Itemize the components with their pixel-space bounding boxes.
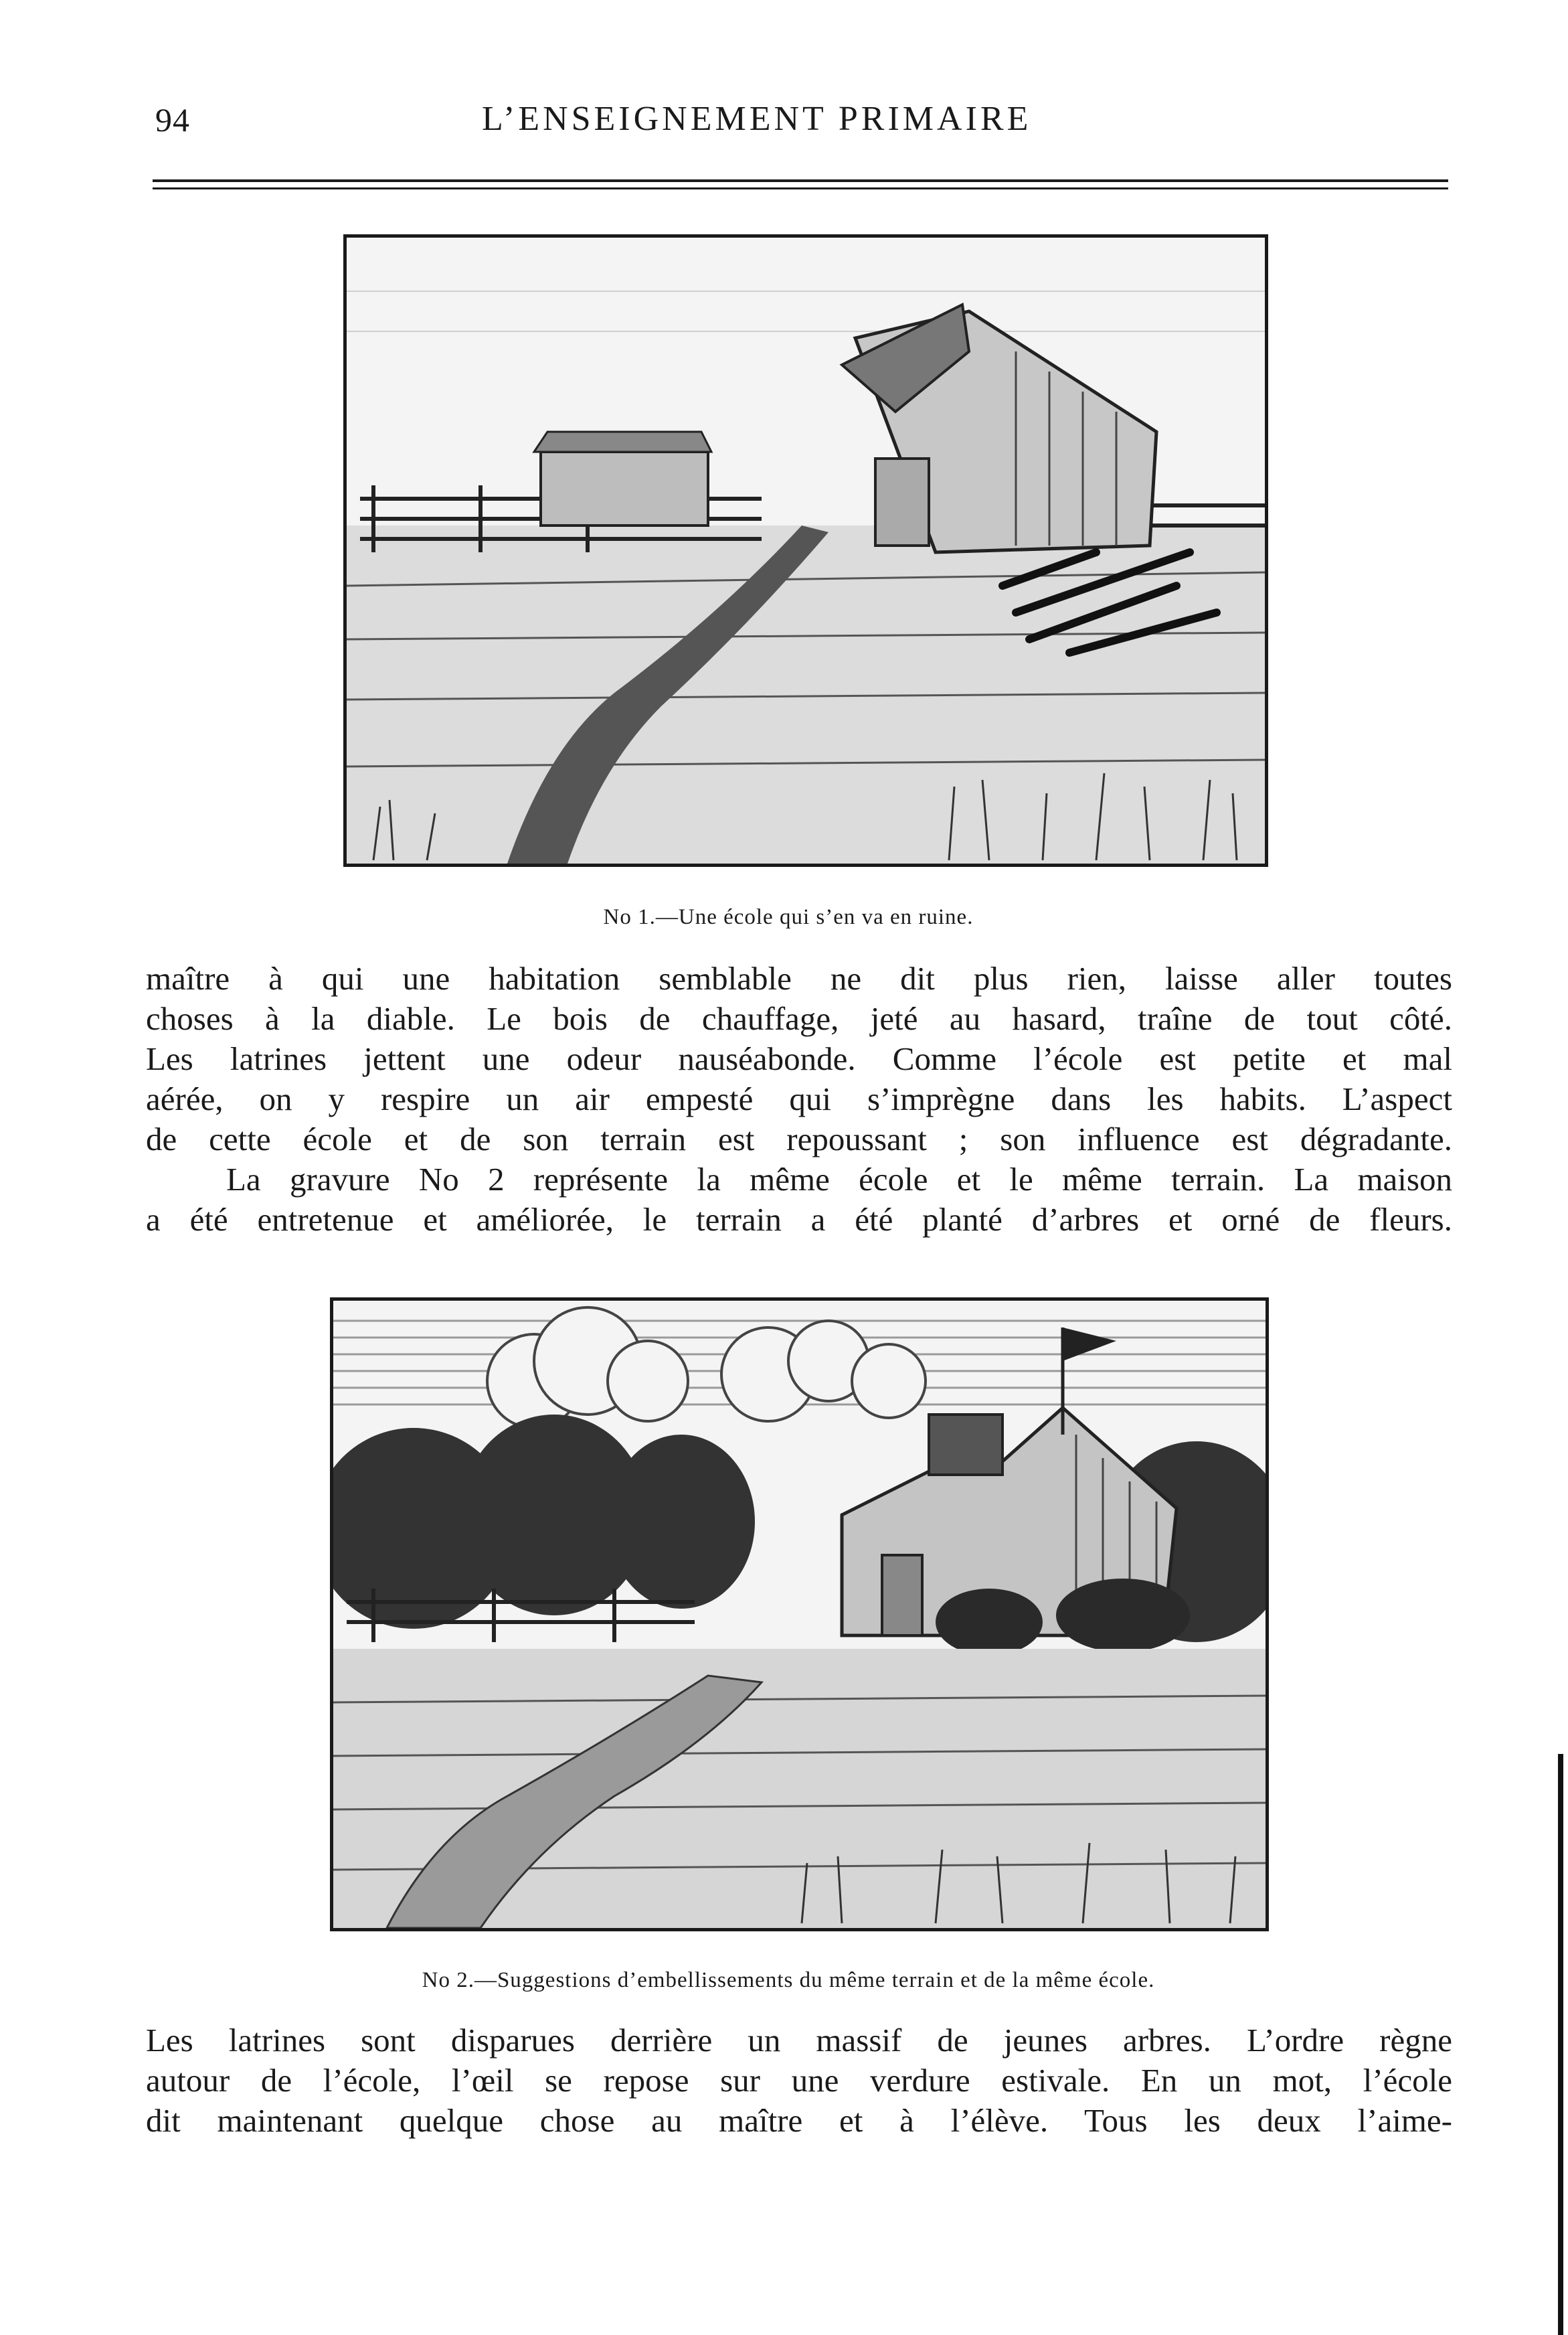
paragraph-2 xyxy=(146,1159,1452,1240)
engraving-improved-school xyxy=(330,1297,1269,1931)
figure-2-caption: No 2.—Suggestions d’embellissements du même terrain et de la même école. xyxy=(422,1968,1155,1992)
body-text-upper xyxy=(146,959,1452,1240)
text-line: de cette école et de son terrain est repoussant ; son influence est dégradante. xyxy=(146,1121,1452,1157)
body-text-lower xyxy=(146,2020,1452,2141)
text-line: choses à la diable. Le bois de chauffage, jeté au hasard, traîne de tout côté. xyxy=(146,1000,1452,1037)
text-line: La gravure No 2 représente la même école et le même terrain. La maison xyxy=(226,1161,1452,1198)
engraving-ruined-school xyxy=(343,234,1268,867)
paragraph-1 xyxy=(146,959,1452,1159)
text-line: aérée, on y respire un air empesté qui s’imprègne dans les habits. L’aspect xyxy=(146,1080,1452,1117)
header-rule xyxy=(153,179,1448,182)
figure-1-caption: No 1.—Une école qui s’en va en ruine. xyxy=(603,905,974,929)
text-line: maître à qui une habitation semblable ne dit plus rien, laisse aller toutes xyxy=(146,960,1452,997)
header-rule-double xyxy=(153,187,1448,189)
text-line: autour de l’école, l’œil se repose sur une verdure estivale. En un mot, l’école xyxy=(146,2062,1452,2099)
scan-edge-bar xyxy=(1558,1754,1563,2335)
text-line: dit maintenant quelque chose au maître et à l’élève. Tous les deux l’aime- xyxy=(146,2102,1452,2139)
page-number: 94 xyxy=(155,101,190,139)
text-line: a été entretenue et améliorée, le terrain a été planté d’arbres et orné de fleurs. xyxy=(146,1201,1452,1238)
paragraph-3 xyxy=(146,2020,1452,2141)
text-line: Les latrines sont disparues derrière un massif de jeunes arbres. L’ordre règne xyxy=(146,2022,1452,2059)
text-line: Les latrines jettent une odeur nauséabonde. Comme l’école est petite et mal xyxy=(146,1040,1452,1077)
running-title: L’ENSEIGNEMENT PRIMAIRE xyxy=(482,100,1032,138)
